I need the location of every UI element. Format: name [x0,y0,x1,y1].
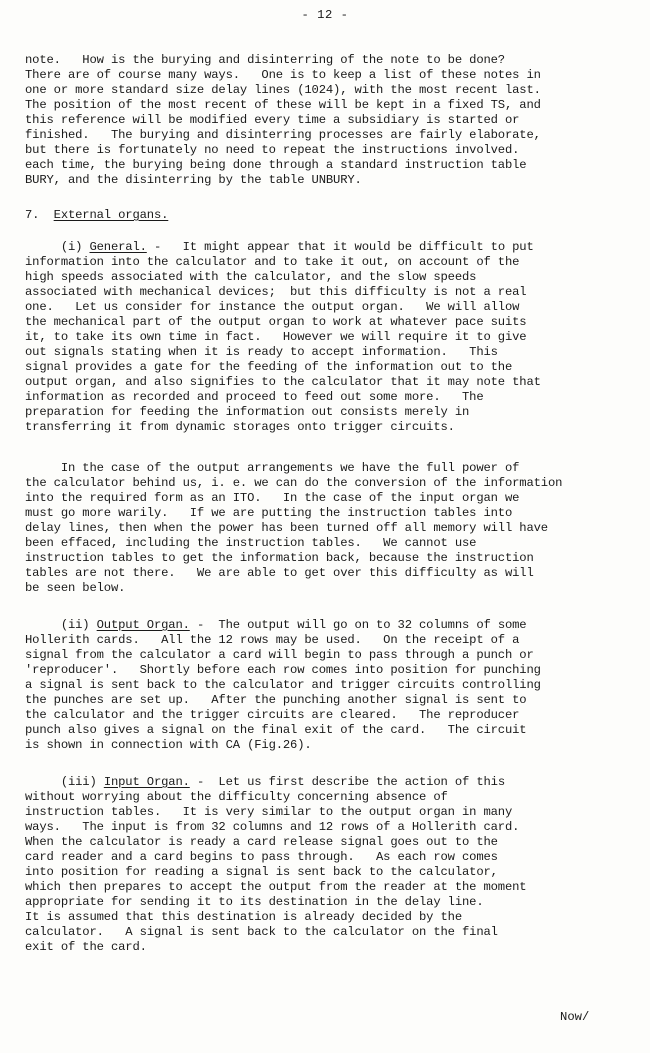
text-line: BURY, and the disinterring by the table UNBURY. [25,173,362,187]
text-line: high speeds associated with the calculator, and the slow speeds [25,270,477,284]
text-line: There are of course many ways. One is to keep a list of these notes in [25,68,541,82]
subsection-prefix: (iii) [25,775,104,789]
section-title: External organs. [53,208,169,222]
text-line: is shown in connection with CA (Fig.26). [25,738,312,752]
text-line: It is assumed that this destination is already decided by the [25,910,462,924]
text-line: information as recorded and proceed to feed out some more. The [25,390,484,404]
section-number: 7. [25,208,40,222]
text-line: preparation for feeding the information out consists merely in [25,405,470,419]
subsection-prefix: (i) [25,240,90,254]
text-fragment: - Let us first describe the action of this [189,775,505,789]
text-line: transferring it from dynamic storages onto trigger circuits. [25,420,455,434]
text-line: out signals stating when it is ready to accept information. This [25,345,498,359]
text-line: the calculator and the trigger circuits are cleared. The reproducer [25,708,520,722]
text-line: The position of the most recent of these will be kept in a fixed TS, and [25,98,541,112]
section-heading [25,208,168,222]
page-number: - 12 - [301,8,349,22]
text-line: associated with mechanical devices; but this difficulty is not a real [25,285,527,299]
subsection-title-output: Output Organ. [96,618,190,632]
text-line: tables are not there. We are able to get over this difficulty as will [25,566,534,580]
text-line: but there is fortunately no need to repeat the instructions involved. [25,143,520,157]
text-line: into position for reading a signal is sent back to the calculator, [25,865,498,879]
text-line: one or more standard size delay lines (1024), with the most recent last. [25,83,541,97]
text-line: signal from the calculator a card will begin to pass through a punch or [25,648,534,662]
text-line: the calculator behind us, i. e. we can do the conversion of the information [25,476,563,490]
text-line: output organ, and also signifies to the calculator that it may note that [25,375,541,389]
text-line: delay lines, then when the power has been turned off all memory will have [25,521,548,535]
text-line: be seen below. [25,581,126,595]
subsection-general-line [25,240,534,254]
text-line: ways. The input is from 32 columns and 12 rows of a Hollerith card. [25,820,520,834]
text-line: it, to take its own time in fact. However we will require it to give [25,330,527,344]
text-line: note. How is the burying and disinterring of the note to be done? [25,53,505,67]
text-line: signal provides a gate for the feeding of the information out to the [25,360,513,374]
text-line: appropriate for sending it to its destination in the delay line. [25,895,484,909]
text-line: been effaced, including the instruction tables. We cannot use [25,536,477,550]
subsection-title-general: General. [89,240,147,254]
text-line: exit of the card. [25,940,147,954]
text-line: one. Let us consider for instance the output organ. We will allow [25,300,520,314]
text-line: information into the calculator and to take it out, on account of the [25,255,520,269]
subsection-input-line [25,775,505,789]
text-line: In the case of the output arrangements we have the full power of [25,461,520,475]
subsection-output-line [25,618,526,632]
text-line: each time, the burying being done through a standard instruction table [25,158,527,172]
text-line: instruction tables to get the information back, because the instruction [25,551,534,565]
catchword: Now/ [560,1010,590,1024]
text-line: this reference will be modified every time a subsidiary is started or [25,113,520,127]
text-line: calculator. A signal is sent back to the calculator on the final [25,925,498,939]
subsection-title-input: Input Organ. [103,775,190,789]
text-line: instruction tables. It is very similar to the output organ in many [25,805,513,819]
text-line: which then prepares to accept the output from the reader at the moment [25,880,527,894]
text-line: card reader and a card begins to pass through. As each row comes [25,850,498,864]
text-line: into the required form as an ITO. In the case of the input organ we [25,491,520,505]
text-line: must go more warily. If we are putting the instruction tables into [25,506,513,520]
text-line: 'reproducer'. Shortly before each row comes into position for punching [25,663,541,677]
text-line: finished. The burying and disinterring processes are fairly elaborate, [25,128,541,142]
text-line: Hollerith cards. All the 12 rows may be used. On the receipt of a [25,633,520,647]
text-fragment: - It might appear that it would be difficult to put [146,240,534,254]
text-line: without worrying about the difficulty concerning absence of [25,790,448,804]
text-line: the mechanical part of the output organ to work at whatever pace suits [25,315,527,329]
text-fragment: - The output will go on to 32 columns of some [189,618,527,632]
subsection-prefix: (ii) [25,618,97,632]
text-line: the punches are set up. After the punching another signal is sent to [25,693,527,707]
text-line: punch also gives a signal on the final exit of the card. The circuit [25,723,527,737]
text-line: When the calculator is ready a card release signal goes out to the [25,835,498,849]
text-line: a signal is sent back to the calculator and trigger circuits controlling [25,678,541,692]
